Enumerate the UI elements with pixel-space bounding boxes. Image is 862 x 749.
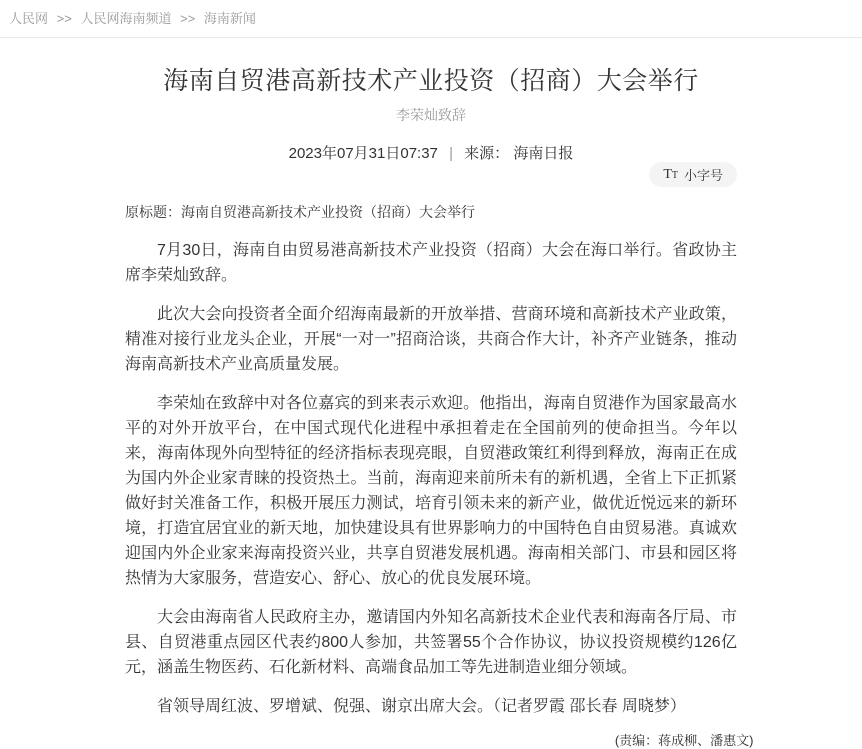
breadcrumb-link-hainan-news[interactable]: 海南新闻: [203, 11, 256, 26]
article-paragraph: 大会由海南省人民政府主办，邀请国内外知名高新技术企业代表和海南各厅局、市县、自贸港重点园区代表约800人参加，共签署55个合作协议，协议投资规模约126亿元，涵盖生物医药、石化新材料、高端食品加工等先进制造业细分领域。: [125, 609, 737, 676]
breadcrumb-separator: >>: [180, 11, 196, 26]
original-title-text: 海南自贸港高新技术产业投资（招商）大会举行: [181, 204, 475, 220]
breadcrumb-link-hainan-channel[interactable]: 人民网海南频道: [80, 11, 172, 26]
font-size-button[interactable]: [649, 162, 737, 187]
page-title: 海南自贸港高新技术产业投资（招商）大会举行: [163, 67, 699, 95]
breadcrumb-separator: >>: [56, 11, 72, 26]
article-paragraph: 7月30日，海南自由贸易港高新技术产业投资（招商）大会在海口举行。省政协主席李荣灿致辞。: [125, 242, 737, 284]
source-name: 海南日报: [513, 145, 574, 162]
article-paragraph: 此次大会向投资者全面介绍海南最新的开放举措、营商环境和高新技术产业政策，精准对接行业龙头企业，开展“一对一”招商洽谈，共商合作大计，补齐产业链条，推动海南高新技术产业高质量发展。: [125, 306, 737, 373]
font-size-button-label: 小字号: [683, 168, 723, 183]
source-label: 来源：: [464, 145, 510, 162]
breadcrumb: [0, 0, 862, 38]
original-title-label: 原标题：: [125, 204, 181, 220]
article-toolbar: [125, 162, 737, 187]
editors-note: (责编：蒋成柳、潘惠文): [614, 733, 754, 748]
article-header: [0, 66, 862, 162]
article-paragraph: 李荣灿在致辞中对各位嘉宾的到来表示欢迎。他指出，海南自贸港作为国家最高水平的对外开放平台，在中国式现代化进程中承担着走在全国前列的使命担当。今年以来，海南体现外向型特征的经济指标表现亮眼，自贸港政策红利得到释放，海南正在成为国内外企业家青睐的投资热土。当前，海南迎来前所未有的新机遇，全省上下正抓紧做好封关准备工作，积极开展压力测试，培育引领未来的新产业，做优近悦远来的新环境，打造宜居宜业的新天地，加快建设具有世界影响力的中国特色自由贸易港。真诚欢迎国内外企业家来海南投资兴业，共享自贸港发展机遇。海南相关部门、市县和园区将热情为大家服务，营造安心、舒心、放心的优良发展环境。: [125, 395, 737, 587]
article-body: [125, 202, 737, 719]
article-paragraph: 省领导周红波、罗增斌、倪强、谢京出席大会。（记者罗霞 邵长春 周晓梦）: [157, 698, 686, 715]
original-title-line: [125, 202, 737, 222]
article-meta: [0, 145, 862, 162]
publish-date: 2023年07月31日07:37: [288, 145, 438, 162]
article-subtitle: 李荣灿致辞: [396, 107, 466, 123]
meta-separator: |: [449, 145, 453, 162]
breadcrumb-link-peoples-daily[interactable]: 人民网: [9, 11, 49, 26]
font-size-icon: T T: [663, 166, 678, 182]
